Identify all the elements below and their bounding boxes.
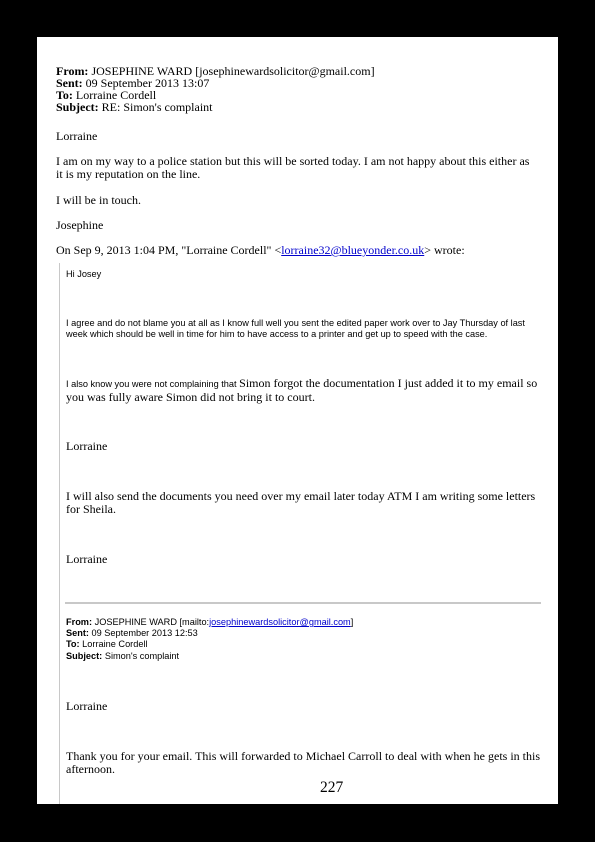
quoted-sent-line: [66, 628, 198, 639]
quoted-greeting: Hi Josey: [66, 269, 102, 279]
original-paragraph-1: Thank you for your email. This will forwarded to Michael Carroll to deal with when he gets in this afternoon.: [66, 749, 541, 776]
email-greeting: Lorraine: [56, 129, 98, 143]
page-number: 227: [320, 779, 344, 796]
subject-value: RE: Simon's complaint: [101, 100, 213, 114]
quoted-paragraph-3: I will also send the documents you need over my email later today ATM I am writing some letters for Sheila.: [66, 489, 536, 516]
quote-bar: [59, 263, 60, 804]
sent-value: 09 September 2013 13:07: [85, 76, 210, 90]
quoted-subject-line: [66, 651, 179, 662]
quoted-subject-label: Subject:: [66, 651, 103, 661]
quote-intro: [56, 244, 465, 257]
quoted-to-line: [66, 639, 148, 650]
to-label: To:: [56, 88, 73, 102]
from-label: From:: [56, 64, 89, 78]
quoted-sent-label: Sent:: [66, 628, 89, 638]
quoted-from-label: From:: [66, 617, 93, 627]
document-page: [37, 37, 558, 804]
email-paragraph-2: I will be in touch.: [56, 193, 141, 207]
quoted-to-label: To:: [66, 639, 80, 649]
subject-label: Subject:: [56, 100, 99, 114]
quoted-from-text-end: ]: [350, 617, 354, 627]
original-greeting: Lorraine: [66, 699, 108, 713]
quote-intro-text-end: > wrote:: [424, 243, 465, 257]
subject-line: [56, 102, 213, 114]
quoted-paragraph-2: [66, 377, 541, 404]
quoted-paragraph-2-rest: Simon forgot the documentation I just added it to my email so you was fully aware Simon did not bring it to court.: [66, 376, 538, 404]
quoted-sent-value: 09 September 2013 12:53: [91, 628, 198, 638]
quote-intro-text: On Sep 9, 2013 1:04 PM, "Lorraine Cordell" <: [56, 243, 282, 257]
quoted-paragraph-2-start: I also know you were not complaining that: [66, 379, 240, 389]
quoted-from-email-link[interactable]: josephinewardsolicitor@gmail.com: [209, 617, 351, 627]
to-value: Lorraine Cordell: [75, 88, 157, 102]
quote-intro-email-link[interactable]: lorraine32@blueyonder.co.uk: [281, 243, 425, 257]
quoted-subject-value: Simon's complaint: [104, 651, 180, 661]
sent-label: Sent:: [56, 76, 83, 90]
quoted-paragraph-1: I agree and do not blame you at all as I know full well you sent the edited paper work over to Jay Thursday of last week which should be well in time for him to have access to a printer and get up to speed with the case.: [66, 318, 525, 339]
quoted-signoff-1: Lorraine: [66, 439, 108, 453]
email-paragraph-1: I am on my way to a police station but this will be sorted today. I am not happy about this either as it is my reputation on the line.: [56, 154, 530, 181]
quoted-from-text: JOSEPHINE WARD [mailto:: [94, 617, 210, 627]
from-value: JOSEPHINE WARD [josephinewardsolicitor@gmail.com]: [91, 64, 375, 78]
email-signoff: Josephine: [56, 218, 104, 232]
quoted-from-line: [66, 617, 353, 628]
quote-divider: [65, 602, 541, 604]
quoted-signoff-2: Lorraine: [66, 552, 108, 566]
quoted-to-value: Lorraine Cordell: [82, 639, 148, 649]
